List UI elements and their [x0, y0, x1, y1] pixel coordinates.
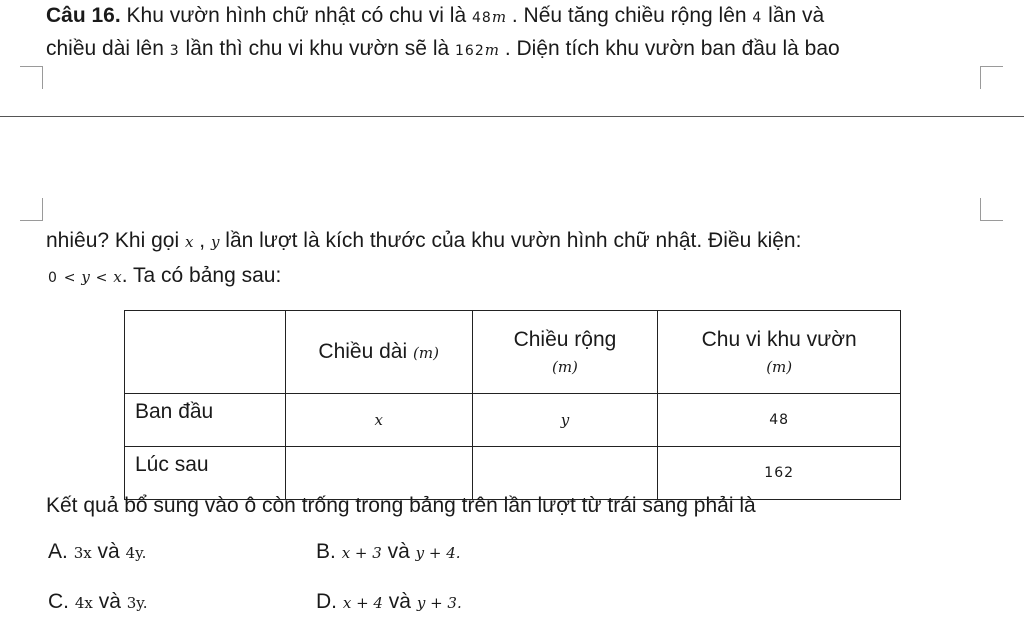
page-corner-mark — [980, 198, 1003, 221]
cell-width-blank — [472, 447, 658, 500]
question-line-1: Câu 16. Khu vườn hình chữ nhật có chu vi là 48m . Nếu tăng chiều rộng lên 4 lần và — [46, 4, 825, 27]
perimeter-before: 48 — [471, 10, 492, 26]
cell-length: x — [285, 394, 472, 447]
cell-length-blank — [285, 447, 472, 500]
row-label: Lúc sau — [125, 447, 286, 500]
option-c[interactable]: C. 4x và 3y. — [48, 590, 148, 613]
table-row — [125, 447, 901, 500]
question-line-2: chiều dài lên 3 lần thì chu vi khu vườn sẽ là 162m . Diện tích khu vườn ban đầu là bao — [46, 37, 840, 60]
option-a[interactable]: A. 3x và 4y. — [48, 540, 147, 563]
cell-perimeter: 162 — [658, 447, 901, 500]
question-number: Câu 16. — [46, 4, 121, 27]
data-table — [124, 310, 901, 500]
page-corner-mark — [980, 66, 1003, 89]
table-row — [125, 394, 901, 447]
cell-width: y — [472, 394, 658, 447]
answer-prompt: Kết quả bổ sung vào ô còn trống trong bảng trên lần lượt từ trái sang phải là — [46, 494, 756, 517]
option-b[interactable]: B. x + 3 và y + 4. — [316, 540, 461, 563]
perimeter-after: 162 — [455, 43, 485, 59]
table-corner-cell — [125, 311, 286, 394]
table-header-row — [125, 311, 901, 394]
question-line-3: nhiêu? Khi gọi x , y lần lượt là kích thước của khu vườn hình chữ nhật. Điều kiện: — [46, 229, 802, 252]
question-line-4: 0 < y < x. Ta có bảng sau: — [48, 264, 282, 287]
row-label: Ban đầu — [125, 394, 286, 447]
header-width: Chiều rộng (m) — [472, 311, 658, 394]
page-corner-mark — [20, 198, 43, 221]
header-perimeter: Chu vi khu vườn (m) — [658, 311, 901, 394]
cell-perimeter: 48 — [658, 394, 901, 447]
page-corner-mark — [20, 66, 43, 89]
option-d[interactable]: D. x + 4 và y + 3. — [316, 590, 462, 613]
page-break-divider — [0, 116, 1024, 117]
header-length: Chiều dài (m) — [285, 311, 472, 394]
